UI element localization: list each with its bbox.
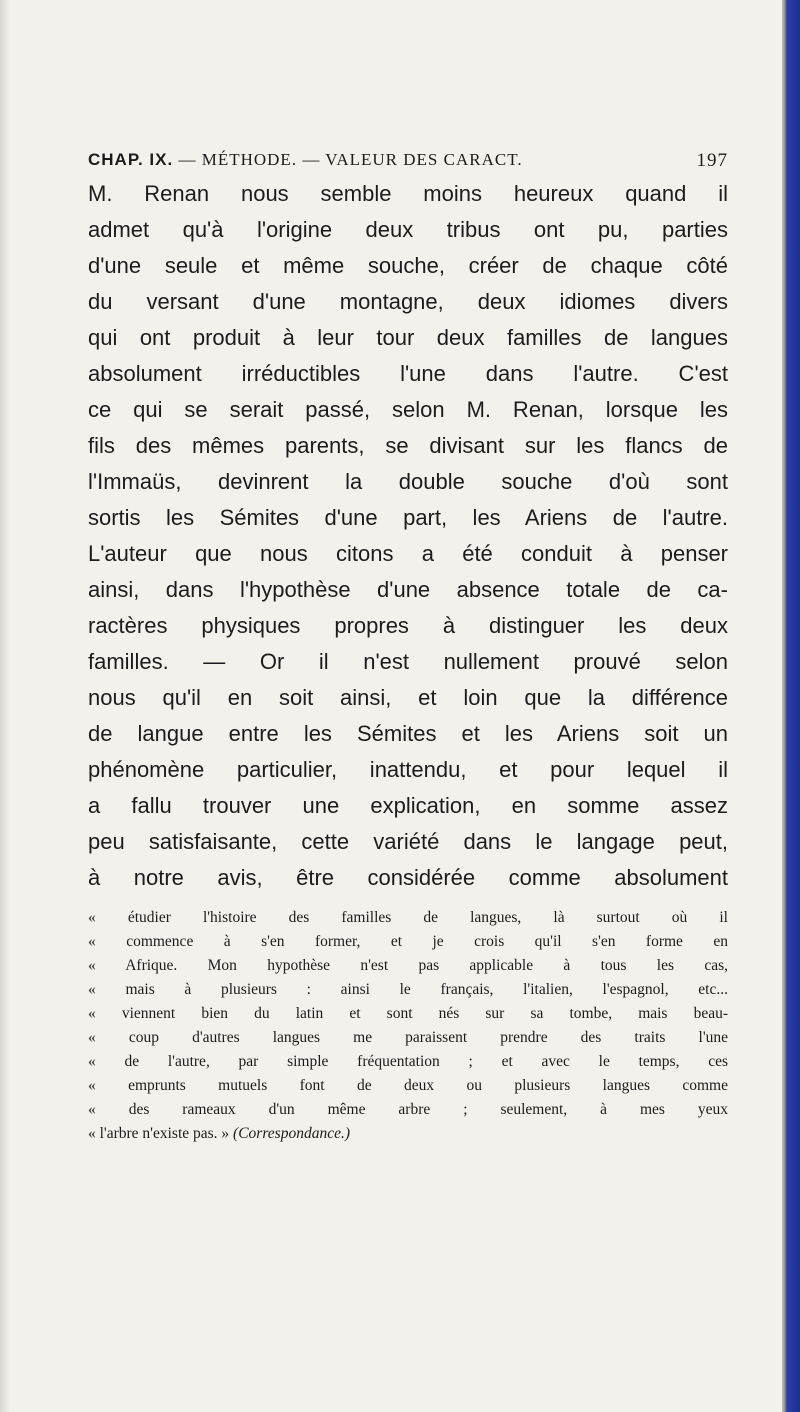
footnote-line: « commence à s'en former, et je crois qu'il s'en forme en — [88, 933, 728, 950]
text-line: fils des mêmes parents, se divisant sur les flancs de — [88, 433, 728, 458]
text-line: peu satisfaisante, cette variété dans le langage peut, — [88, 829, 728, 854]
text-line: admet qu'à l'origine deux tribus ont pu, parties — [88, 217, 728, 242]
footnote — [88, 906, 728, 1146]
footnote-line: « Afrique. Mon hypothèse n'est pas applicable à tous les cas, — [88, 957, 728, 974]
footnote-line: « mais à plusieurs : ainsi le français, l'italien, l'espagnol, etc... — [88, 981, 728, 998]
page-left-edge — [0, 0, 10, 1412]
footnote-line: « des rameaux d'un même arbre ; seulement, à mes yeux — [88, 1101, 728, 1118]
text-line: a fallu trouver une explication, en somme assez — [88, 793, 728, 818]
running-head — [88, 150, 728, 176]
footnote-line: « emprunts mutuels font de deux ou plusieurs langues comme — [88, 1077, 728, 1094]
text-line: d'une seule et même souche, créer de chaque côté — [88, 253, 728, 278]
footnote-source: (Correspondance.) — [233, 1125, 350, 1142]
chapter-label: CHAP. IX. — [88, 150, 174, 169]
footnote-line: « étudier l'histoire des familles de langues, là surtout où il — [88, 909, 728, 926]
text-line: qui ont produit à leur tour deux familles de langues — [88, 325, 728, 350]
page-number: 197 — [696, 150, 728, 171]
footnote-line: « de l'autre, par simple fréquentation ; et avec le temps, ces — [88, 1053, 728, 1070]
text-line: ce qui se serait passé, selon M. Renan, lorsque les — [88, 397, 728, 422]
text-line: de langue entre les Sémites et les Ariens soit un — [88, 721, 728, 746]
main-paragraph — [88, 176, 728, 896]
text-line: à notre avis, être considérée comme absolument — [88, 865, 728, 890]
text-line: absolument irréductibles l'une dans l'autre. C'est — [88, 361, 728, 386]
text-line: ractères physiques propres à distinguer les deux — [88, 613, 728, 638]
text-line: M. Renan nous semble moins heureux quand il — [88, 181, 728, 206]
footnote-line: « viennent bien du latin et sont nés sur sa tombe, mais beau- — [88, 1005, 728, 1022]
section-title: — MÉTHODE. — VALEUR DES CARACT. — [178, 150, 523, 169]
text-line: l'Immaüs, devinrent la double souche d'où sont — [88, 469, 728, 494]
footnote-line: « coup d'autres langues me paraissent prendre des traits l'une — [88, 1029, 728, 1046]
text-line: familles. — Or il n'est nullement prouvé selon — [88, 649, 728, 674]
text-line: nous qu'il en soit ainsi, et loin que la différence — [88, 685, 728, 710]
page-binding-edge — [782, 0, 800, 1412]
footnote-line: « l'arbre n'existe pas. » — [88, 1125, 230, 1142]
text-line: ainsi, dans l'hypothèse d'une absence totale de ca- — [88, 577, 728, 602]
text-line: sortis les Sémites d'une part, les Ariens de l'autre. — [88, 505, 728, 530]
text-line: phénomène particulier, inattendu, et pour lequel il — [88, 757, 728, 782]
text-line: L'auteur que nous citons a été conduit à penser — [88, 541, 728, 566]
text-line: du versant d'une montagne, deux idiomes divers — [88, 289, 728, 314]
footnote-last-line — [88, 1122, 728, 1146]
